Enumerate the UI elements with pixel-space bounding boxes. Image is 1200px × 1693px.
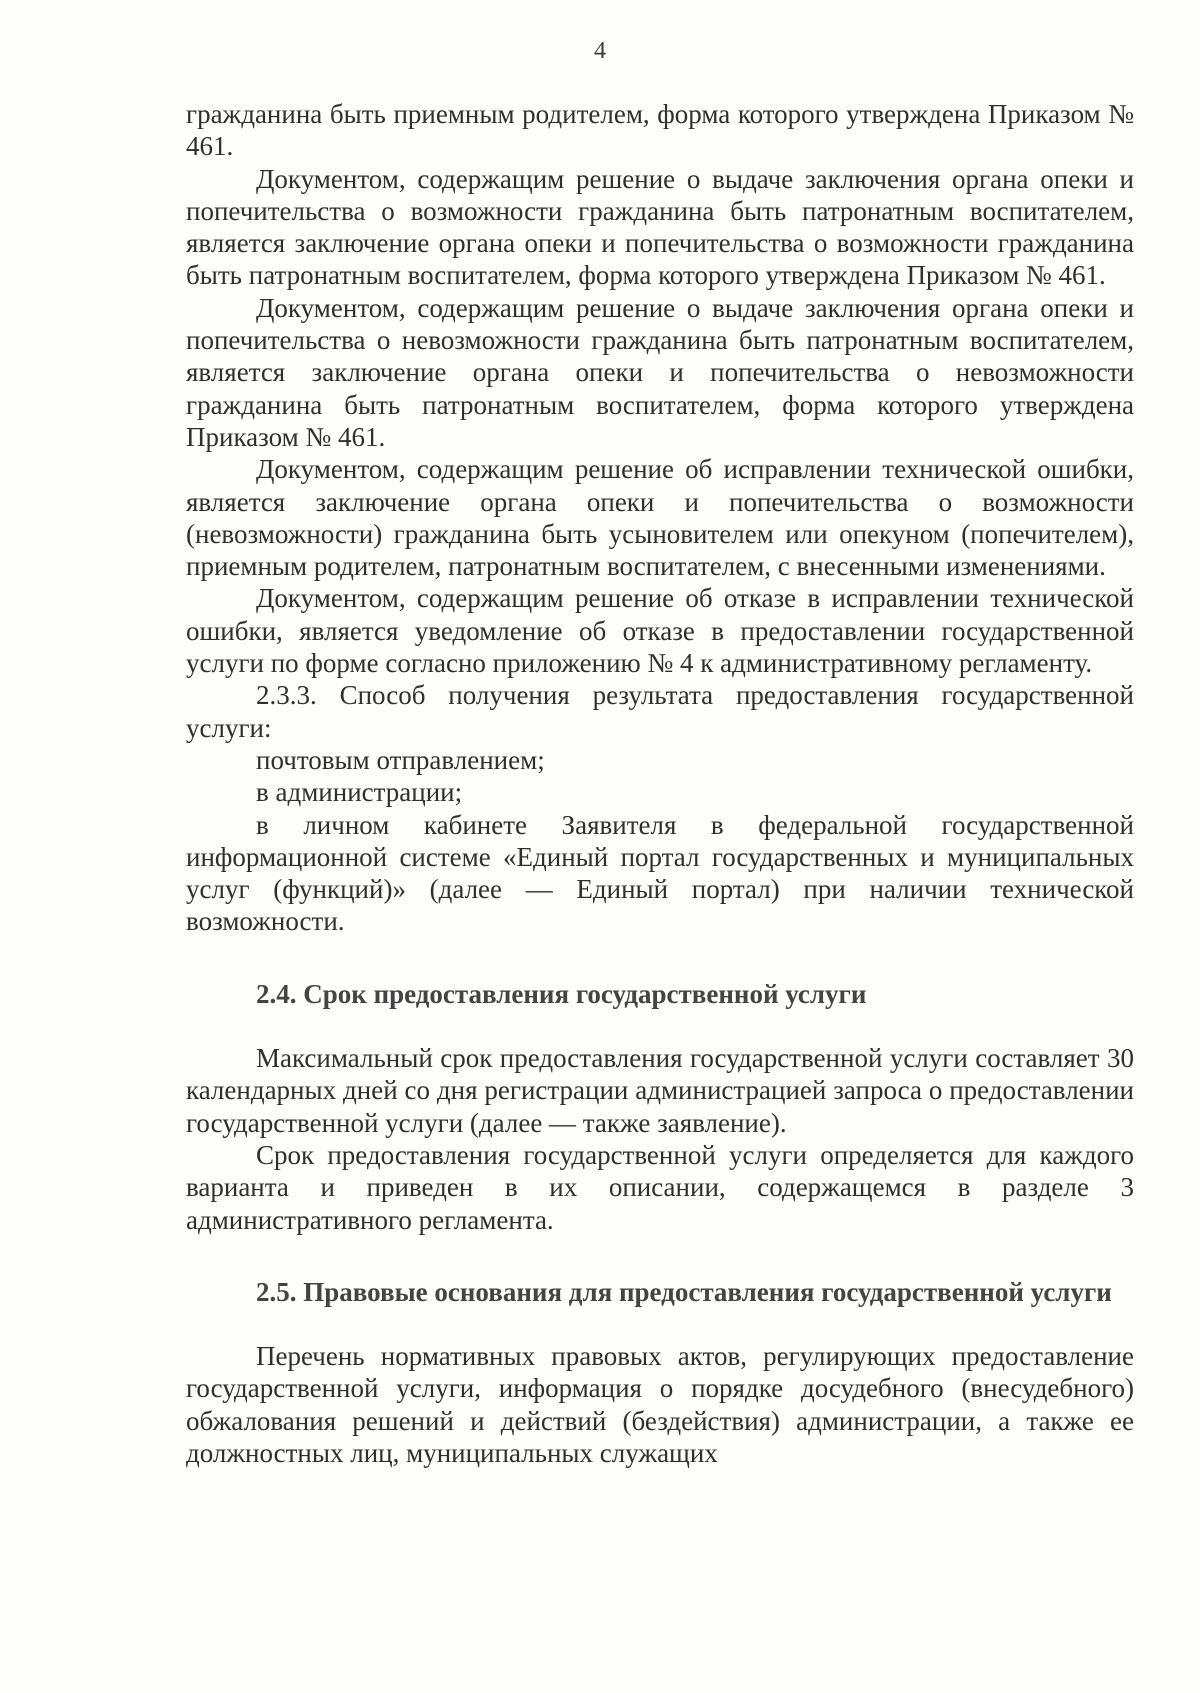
document-body [186, 98, 1134, 1469]
delivery-method-portal: в личном кабинете Заявителя в федеральной государственной информационной системе «Единый портал государственных и муниципальных услуг (функций)» (далее — Единый портал) при наличии технической возможности. [186, 809, 1134, 937]
paragraph-term-by-variant: Срок предоставления государственной услуги определяется для каждого варианта и приведен в их описании, содержащемся в разделе 3 административного регламента. [186, 1139, 1134, 1235]
paragraph-max-term: Максимальный срок предоставления государственной услуги составляет 30 календарных дней со дня регистрации администрацией запроса о предоставлении государственной услуги (далее — также заявление). [186, 1043, 1134, 1138]
paragraph-impossibility-foster-educator: Документом, содержащим решение о выдаче заключения органа опеки и попечительства о невозможности гражданина быть патронатным воспитателем, является заключение органа опеки и попечительства о невозможности гражданина быть патронатным воспитателем, форма которого утверждена Приказом № 461. [186, 292, 1134, 452]
page-number: 4 [594, 38, 606, 64]
paragraph-technical-error-correction: Документом, содержащим решение об исправлении технической ошибки, является заключение органа опеки и попечительства о возможности (невозможности) гражданина быть усыновителем или опекуном (попечителем), приемным родителем, патронатным воспитателем, с внесенными изменениями. [186, 454, 1134, 582]
spacer [186, 1010, 1134, 1042]
section-heading-2-4: 2.4. Срок предоставления государственной услуги [256, 978, 867, 1009]
delivery-method-mail: почтовым отправлением; [256, 744, 545, 775]
paragraph-result-delivery-method: 2.3.3. Способ получения результата предоставления государственной услуги: [186, 680, 1134, 743]
paragraph-continuation: гражданина быть приемным родителем, форма которого утверждена Приказом № 461. [186, 99, 1134, 162]
spacer [186, 1236, 1134, 1276]
paragraph-technical-error-refusal: Документом, содержащим решение об отказе в исправлении технической ошибки, является уведомление об отказе в предоставлении государственной услуги по форме согласно приложению № 4 к административному регламенту. [186, 583, 1134, 679]
spacer [186, 1308, 1134, 1340]
delivery-method-administration: в администрации; [256, 777, 463, 808]
section-heading-2-5: 2.5. Правовые основания для предоставления государственной услуги [256, 1276, 1112, 1307]
paragraph-possibility-foster-educator: Документом, содержащим решение о выдаче заключения органа опеки и попечительства о возможности гражданина быть патронатным воспитателем, является заключение органа опеки и попечительства о возможности гражданина быть патронатным воспитателем, форма которого утверждена Приказом № 461. [186, 163, 1134, 291]
spacer [186, 938, 1134, 978]
paragraph-legal-basis: Перечень нормативных правовых актов, регулирующих предоставление государственной услуги, информация о порядке досудебного (внесудебного) обжалования решений и действий (бездействия) администрации, а также ее должностных лиц, муниципальных служащих [186, 1341, 1134, 1468]
